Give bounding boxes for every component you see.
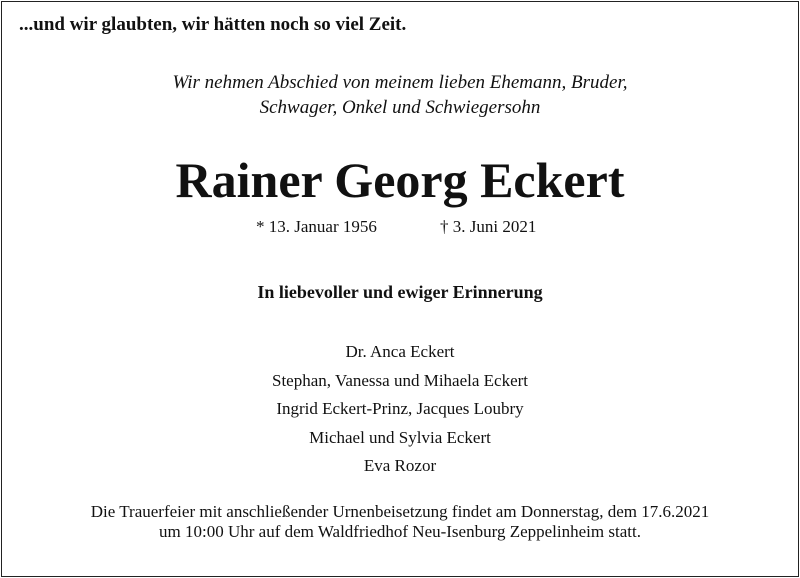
mourner-item: Dr. Anca Eckert (345, 342, 455, 361)
mourners-list (0, 338, 800, 481)
service-info (0, 502, 800, 542)
mourner-item: Michael und Sylvia Eckert (309, 427, 491, 447)
service-line-1: Die Trauerfeier mit anschließender Urnenbeisetzung findet am Donnerstag, dem 17.6.2021 (90, 502, 710, 521)
service-line-2: um 10:00 Uhr auf dem Waldfriedhof Neu-Isenburg Zeppelinheim statt. (159, 522, 641, 541)
mourner-item: Eva Rozor (363, 456, 437, 475)
intro-text (0, 70, 800, 120)
intro-line-1: Wir nehmen Abschied von meinem lieben Ehemann, Bruder, (172, 72, 628, 93)
death-date: † 3. Juni 2021 (440, 217, 537, 236)
mourner-item: Stephan, Vanessa und Mihaela Eckert (271, 370, 529, 390)
birth-date: * 13. Januar 1956 (256, 217, 377, 236)
intro-line-2: Schwager, Onkel und Schwiegersohn (259, 97, 541, 118)
motto-heading: ...und wir glaubten, wir hätten noch so viel Zeit. (19, 14, 407, 35)
deceased-name: Rainer Georg Eckert (175, 152, 625, 208)
mourner-item: Ingrid Eckert-Prinz, Jacques Loubry (276, 399, 524, 418)
memory-line: In liebevoller und ewiger Erinnerung (257, 282, 543, 302)
